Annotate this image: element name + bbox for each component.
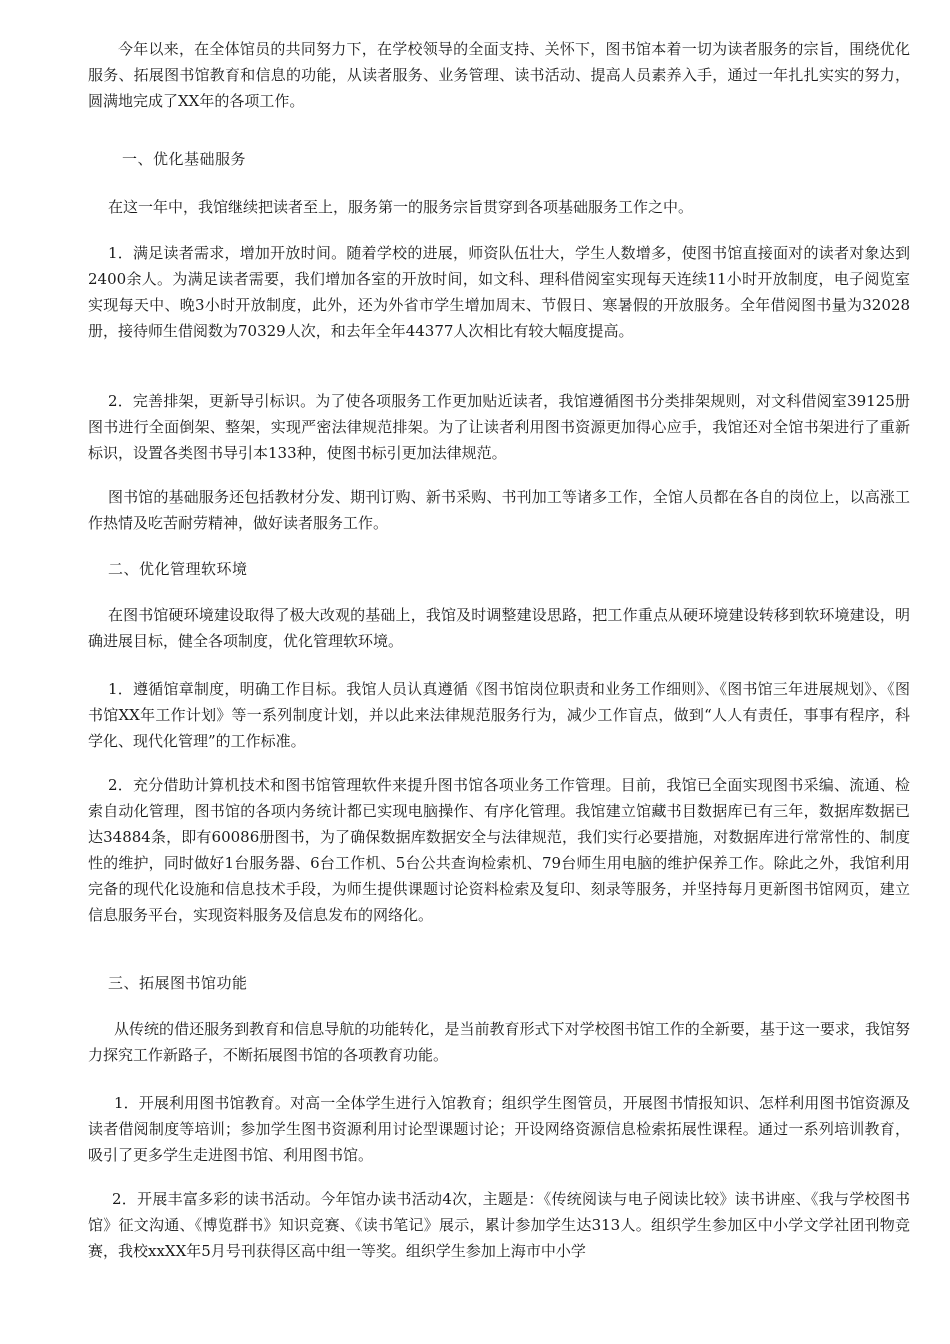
section-heading: 二、优化管理软环境 — [108, 560, 248, 578]
list-item-paragraph: 2．开展丰富多彩的读书活动。今年馆办读书活动4次，主题是：《传统阅读与电子阅读比较》读书讲座、《我与学校图书馆》征文沟通、《博览群书》知识竞赛、《读书笔记》展示，累计参加学生达313人。组织学生参加区中小学文学社团刊物竞赛，我校xxXX年5月号刊获得区高中组一等奖。组织学生参加上海市中小学 — [88, 1190, 910, 1260]
body-paragraph: 在这一年中，我馆继续把读者至上，服务第一的服务宗旨贯穿到各项基础服务工作之中。 — [108, 198, 694, 216]
body-paragraph: 从传统的借还服务到教育和信息导航的功能转化，是当前教育形式下对学校图书馆工作的全新要，基于这一要求，我馆努力探究工作新路子，不断拓展图书馆的各项教育功能。 — [88, 1020, 910, 1064]
list-item-paragraph: 2．充分借助计算机技术和图书馆管理软件来提升图书馆各项业务工作管理。目前，我馆已全面实现图书采编、流通、检索自动化管理，图书馆的各项内务统计都已实现电脑操作、有序化管理。我馆建立馆藏书目数据库已有三年，数据库数据已达34884条，即有60086册图书，为了确保数据库数据安全与法律规范，我们实行必要措施，对数据库进行常常性的、制度性的维护，同时做好1台服务器、6台工作机、5台公共查询检索机、79台师生用电脑的维护保养工作。除此之外，我馆利用完备的现代化设施和信息技术手段，为师生提供课题讨论资料检索及复印、刻录等服务，并坚持每月更新图书馆网页，建立信息服务平台，实现资料服务及信息发布的网络化。 — [88, 776, 910, 924]
list-item-paragraph: 1．开展利用图书馆教育。对高一全体学生进行入馆教育；组织学生图管员，开展图书情报知识、怎样利用图书馆资源及读者借阅制度等培训；参加学生图书资源利用讨论型课题讨论；开设网络资源信息检索拓展性课程。通过一系列培训教育，吸引了更多学生走进图书馆、利用图书馆。 — [88, 1094, 910, 1164]
intro-paragraph: 今年以来，在全体馆员的共同努力下，在学校领导的全面支持、关怀下，图书馆本着一切为读者服务的宗旨，围绕优化服务、拓展图书馆教育和信息的功能，从读者服务、业务管理、读书活动、提高人员素养入手，通过一年扎扎实实的努力，圆满地完成了XX年的各项工作。 — [88, 40, 910, 110]
list-item-paragraph: 1．遵循馆章制度，明确工作目标。我馆人员认真遵循《图书馆岗位职责和业务工作细则》、《图书馆三年进展规划》、《图书馆XX年工作计划》等一系列制度计划，并以此来法律规范服务行为，减少工作盲点，做到“人人有责任，事事有程序，科学化、现代化管理”的工作标准。 — [88, 680, 910, 750]
list-item-paragraph: 2．完善排架，更新导引标识。为了使各项服务工作更加贴近读者，我馆遵循图书分类排架规则，对文科借阅室39125册图书进行全面倒架、整架，实现严密法律规范排架。为了让读者利用图书资源更加得心应手，我馆还对全馆书架进行了重新标识，设置各类图书导引本133种，使图书标引更加法律规范。 — [88, 392, 910, 462]
list-item-paragraph: 1．满足读者需求，增加开放时间。随着学校的进展，师资队伍壮大，学生人数增多，使图书馆直接面对的读者对象达到2400余人。为满足读者需要，我们增加各室的开放时间，如文科、理科借阅室实现每天连续11小时开放制度，电子阅览室实现每天中、晚3小时开放制度，此外，还为外省市学生增加周末、节假日、寒暑假的开放服务。全年借阅图书量为32028册，接待师生借阅数为70329人次，和去年全年44377人次相比有较大幅度提高。 — [88, 244, 910, 340]
section-heading: 三、拓展图书馆功能 — [108, 974, 248, 992]
body-paragraph: 在图书馆硬环境建设取得了极大改观的基础上，我馆及时调整建设思路，把工作重点从硬环境建设转移到软环境建设，明确进展目标，健全各项制度，优化管理软环境。 — [88, 606, 910, 650]
section-heading: 一、优化基础服务 — [122, 150, 247, 168]
body-paragraph: 图书馆的基础服务还包括教材分发、期刊订购、新书采购、书刊加工等诸多工作，全馆人员都在各自的岗位上，以高涨工作热情及吃苦耐劳精神，做好读者服务工作。 — [88, 488, 910, 532]
